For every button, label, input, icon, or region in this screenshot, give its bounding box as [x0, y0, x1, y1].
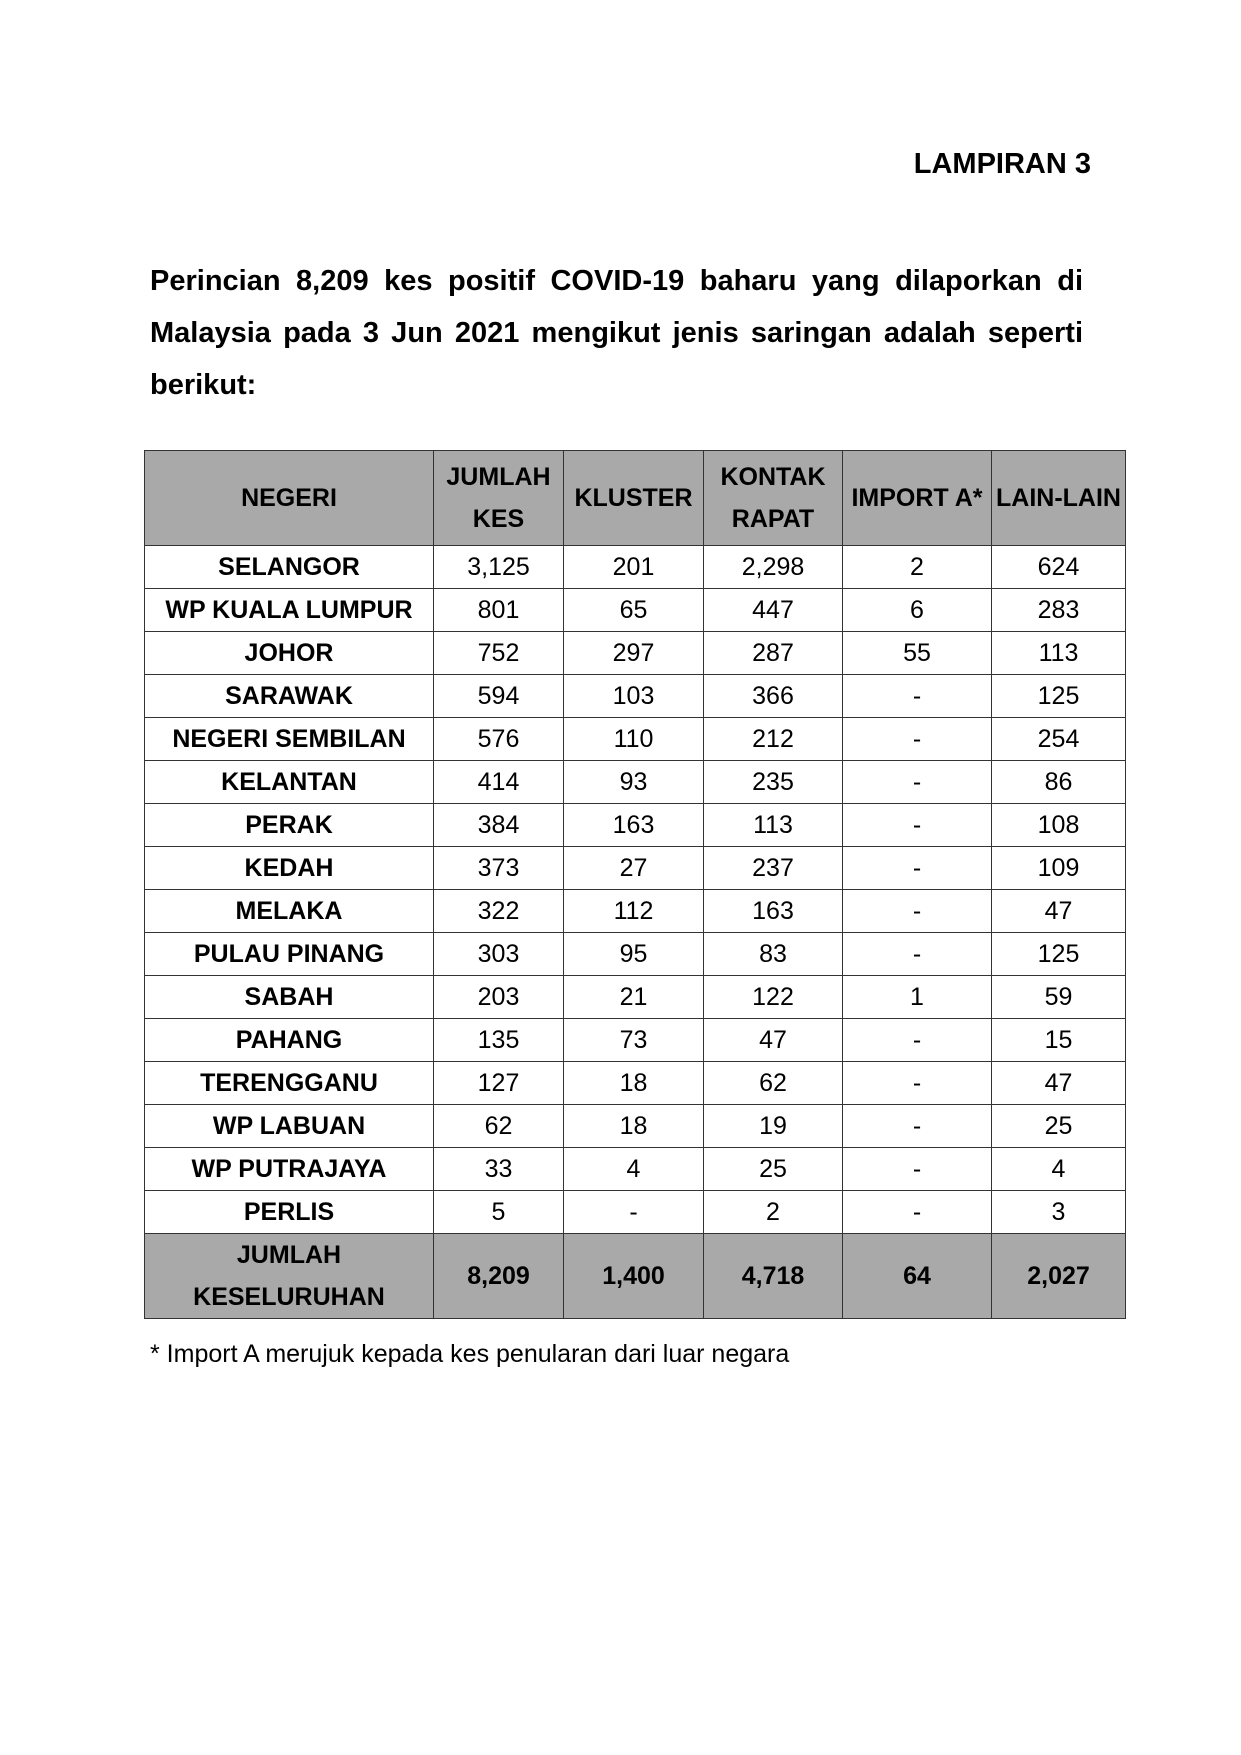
cell-negeri: SABAH [145, 976, 434, 1019]
cell-kontak-rapat: 447 [704, 589, 843, 632]
cell-lain-lain: 109 [992, 847, 1126, 890]
cell-jumlah-kes: 373 [434, 847, 564, 890]
cell-negeri: MELAKA [145, 890, 434, 933]
cell-import-a: - [843, 761, 992, 804]
cell-jumlah-kes: 752 [434, 632, 564, 675]
cell-kontak-rapat: 212 [704, 718, 843, 761]
table-row [145, 890, 1126, 933]
cell-kluster: 297 [564, 632, 704, 675]
cell-jumlah-kes: 3,125 [434, 546, 564, 589]
cell-kluster: 21 [564, 976, 704, 1019]
cell-negeri: SARAWAK [145, 675, 434, 718]
table-row [145, 976, 1126, 1019]
cell-lain-lain: 4 [992, 1148, 1126, 1191]
header-kontak-rapat-line1: KONTAK [720, 463, 826, 491]
table-row [145, 675, 1126, 718]
cell-negeri: TERENGGANU [145, 1062, 434, 1105]
table-body [145, 546, 1126, 1234]
cell-kluster: 65 [564, 589, 704, 632]
cell-kontak-rapat: 122 [704, 976, 843, 1019]
total-lain-lain: 2,027 [992, 1234, 1126, 1319]
footnote: * Import A merujuk kepada kes penularan dari luar negara [150, 1340, 790, 1368]
total-label-line1: JUMLAH [236, 1241, 342, 1269]
cell-lain-lain: 108 [992, 804, 1126, 847]
header-row [145, 451, 1126, 546]
cell-jumlah-kes: 135 [434, 1019, 564, 1062]
cell-import-a: - [843, 1062, 992, 1105]
cell-jumlah-kes: 576 [434, 718, 564, 761]
table-row [145, 632, 1126, 675]
cell-jumlah-kes: 801 [434, 589, 564, 632]
cell-kontak-rapat: 2 [704, 1191, 843, 1234]
cell-kluster: 27 [564, 847, 704, 890]
table-row [145, 1105, 1126, 1148]
cell-negeri: PAHANG [145, 1019, 434, 1062]
cell-negeri: SELANGOR [145, 546, 434, 589]
cell-kontak-rapat: 113 [704, 804, 843, 847]
table-header [145, 451, 1126, 546]
cell-lain-lain: 254 [992, 718, 1126, 761]
cell-kluster: 163 [564, 804, 704, 847]
cell-kluster: 93 [564, 761, 704, 804]
cell-import-a: 2 [843, 546, 992, 589]
total-kontak-rapat: 4,718 [704, 1234, 843, 1319]
cell-import-a: - [843, 1019, 992, 1062]
cell-import-a: - [843, 890, 992, 933]
cell-lain-lain: 59 [992, 976, 1126, 1019]
cell-kontak-rapat: 25 [704, 1148, 843, 1191]
cell-import-a: - [843, 718, 992, 761]
cell-lain-lain: 25 [992, 1105, 1126, 1148]
cell-kontak-rapat: 366 [704, 675, 843, 718]
table-row [145, 718, 1126, 761]
table-row [145, 1148, 1126, 1191]
cell-kontak-rapat: 287 [704, 632, 843, 675]
cell-lain-lain: 283 [992, 589, 1126, 632]
cell-lain-lain: 47 [992, 1062, 1126, 1105]
cell-negeri: PULAU PINANG [145, 933, 434, 976]
cell-import-a: - [843, 675, 992, 718]
cell-negeri: PERLIS [145, 1191, 434, 1234]
total-label [145, 1234, 434, 1319]
cell-lain-lain: 86 [992, 761, 1126, 804]
table-row [145, 804, 1126, 847]
cell-kluster: 95 [564, 933, 704, 976]
table-footer [145, 1234, 1126, 1319]
header-jumlah-kes-line2: KES [472, 505, 525, 533]
cell-lain-lain: 113 [992, 632, 1126, 675]
cell-import-a: - [843, 1105, 992, 1148]
cell-kontak-rapat: 2,298 [704, 546, 843, 589]
cell-negeri: JOHOR [145, 632, 434, 675]
cell-negeri: KEDAH [145, 847, 434, 890]
table-row [145, 1062, 1126, 1105]
cell-kluster: 103 [564, 675, 704, 718]
table-row [145, 1019, 1126, 1062]
cell-lain-lain: 47 [992, 890, 1126, 933]
cell-import-a: - [843, 804, 992, 847]
header-lain-lain: LAIN-LAIN [992, 451, 1126, 546]
cell-kontak-rapat: 62 [704, 1062, 843, 1105]
cell-lain-lain: 125 [992, 675, 1126, 718]
cell-import-a: - [843, 933, 992, 976]
cell-negeri: PERAK [145, 804, 434, 847]
table-row [145, 847, 1126, 890]
cell-lain-lain: 3 [992, 1191, 1126, 1234]
cell-jumlah-kes: 62 [434, 1105, 564, 1148]
cell-kontak-rapat: 163 [704, 890, 843, 933]
cell-jumlah-kes: 322 [434, 890, 564, 933]
cell-kluster: 201 [564, 546, 704, 589]
intro-paragraph: Perincian 8,209 kes positif COVID-19 baharu yang dilaporkan di Malaysia pada 3 Jun 2021 mengikut jenis saringan adalah seperti berikut: [150, 265, 1083, 401]
cell-kluster: 73 [564, 1019, 704, 1062]
cell-kluster: 110 [564, 718, 704, 761]
header-negeri: NEGERI [145, 451, 434, 546]
cell-lain-lain: 15 [992, 1019, 1126, 1062]
total-row [145, 1234, 1126, 1319]
cell-import-a: 1 [843, 976, 992, 1019]
table-row [145, 933, 1126, 976]
cell-negeri: WP KUALA LUMPUR [145, 589, 434, 632]
total-jumlah-kes: 8,209 [434, 1234, 564, 1319]
cell-jumlah-kes: 5 [434, 1191, 564, 1234]
total-import-a: 64 [843, 1234, 992, 1319]
cell-negeri: KELANTAN [145, 761, 434, 804]
header-import-a: IMPORT A* [843, 451, 992, 546]
cell-import-a: 55 [843, 632, 992, 675]
cell-lain-lain: 624 [992, 546, 1126, 589]
header-jumlah-kes-line1: JUMLAH [446, 463, 551, 491]
cell-jumlah-kes: 414 [434, 761, 564, 804]
cell-kontak-rapat: 47 [704, 1019, 843, 1062]
cell-jumlah-kes: 384 [434, 804, 564, 847]
header-kontak-rapat [704, 451, 843, 546]
cell-import-a: - [843, 847, 992, 890]
cell-lain-lain: 125 [992, 933, 1126, 976]
table-row [145, 1191, 1126, 1234]
table-row [145, 589, 1126, 632]
cell-kontak-rapat: 237 [704, 847, 843, 890]
cell-kontak-rapat: 235 [704, 761, 843, 804]
table-row [145, 546, 1126, 589]
cell-kontak-rapat: 19 [704, 1105, 843, 1148]
header-kluster: KLUSTER [564, 451, 704, 546]
cell-import-a: - [843, 1191, 992, 1234]
cell-import-a: 6 [843, 589, 992, 632]
cell-kluster: 112 [564, 890, 704, 933]
covid-cases-table [144, 450, 1126, 1319]
cell-jumlah-kes: 203 [434, 976, 564, 1019]
cell-jumlah-kes: 594 [434, 675, 564, 718]
cell-import-a: - [843, 1148, 992, 1191]
cell-kluster: - [564, 1191, 704, 1234]
cell-kluster: 18 [564, 1105, 704, 1148]
table-row [145, 761, 1126, 804]
total-kluster: 1,400 [564, 1234, 704, 1319]
cell-kluster: 4 [564, 1148, 704, 1191]
cell-negeri: WP PUTRAJAYA [145, 1148, 434, 1191]
cell-negeri: WP LABUAN [145, 1105, 434, 1148]
cell-jumlah-kes: 127 [434, 1062, 564, 1105]
annex-label: LAMPIRAN 3 [913, 148, 1091, 180]
header-kontak-rapat-line2: RAPAT [731, 505, 815, 533]
header-jumlah-kes [434, 451, 564, 546]
total-label-line2: KESELURUHAN [193, 1283, 385, 1311]
cell-kluster: 18 [564, 1062, 704, 1105]
cell-negeri: NEGERI SEMBILAN [145, 718, 434, 761]
cell-jumlah-kes: 33 [434, 1148, 564, 1191]
cell-kontak-rapat: 83 [704, 933, 843, 976]
cell-jumlah-kes: 303 [434, 933, 564, 976]
